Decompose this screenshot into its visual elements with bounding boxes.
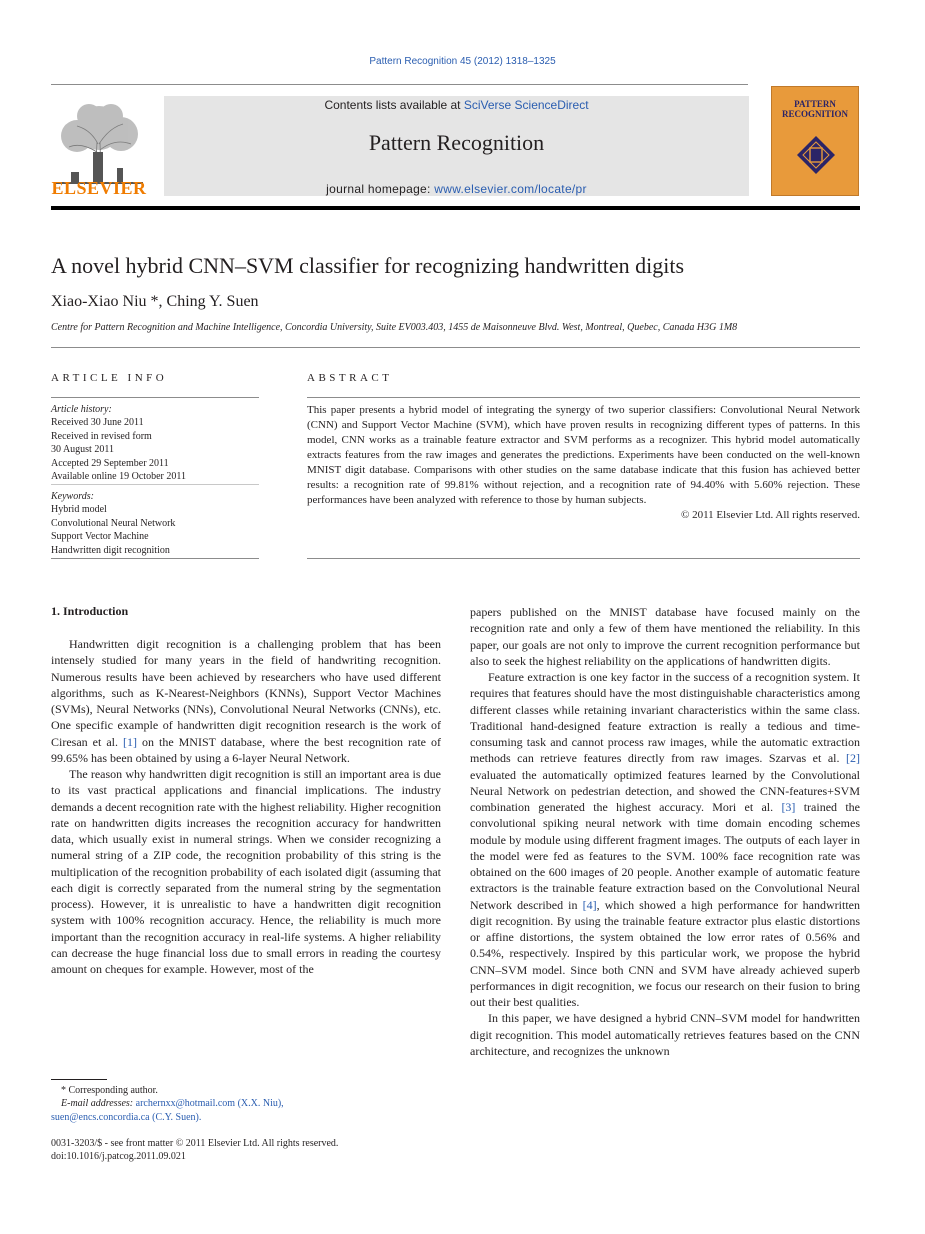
header-heavy-rule [51, 206, 860, 210]
keywords [51, 490, 261, 557]
intro-text: trained the convolutional spiking neural network with time domain encoding schemes module by module using different fragment images. The outputs of each layer in the model were fed as features to the SVM. 100% face recognition rate was obtained on the 600 images of 20 people. Another example of automatic feature extractors is the trainable feature extraction based on the Convolutional Neural Network described in [470, 800, 860, 912]
intro-text: evaluated the automatically optimized features learned by the Convolutional Neural Network on pedestrian detection, and showed the CNN-features+SVM combination generated the highest accuracy. Mori et al. [470, 767, 860, 814]
journal-citation[interactable]: Pattern Recognition 45 (2012) 1318–1325 [369, 56, 556, 67]
right-column [470, 604, 860, 1059]
intro-paragraph: In this paper, we have designed a hybrid CNN–SVM model for handwritten digit recognition. This model automatically retrieves features based on the CNN architecture, and recognizes the unknown [470, 1011, 860, 1058]
cover-diamond-emblem [796, 135, 836, 175]
email-link-suen[interactable]: suen@encs.concordia.ca (C.Y. Suen). [51, 1111, 202, 1123]
reference-link[interactable]: [2] [846, 751, 860, 766]
intro-text: , which showed a high performance for handwritten digit recognition. By using the trainable feature extractor plus elastic distortions or affine distortions, the system obtained the low error rates of 0.56% and 0.54%, respectively. Inspired by this particular work, we propose the hybrid CNN–SVM model. Since both CNN and SVM have already achieved superb performances in digit recognition, we focus our research on their fusion to bring out their best qualities. [470, 897, 860, 1009]
front-matter-line: 0031-3203/$ - see front matter © 2011 Elsevier Ltd. All rights reserved. [51, 1138, 339, 1149]
history-heading: Article history: [51, 404, 112, 415]
intro-paragraph: papers published on the MNIST database have focused mainly on the recognition rate and only a few of them have mentioned the reliability. In this paper, our goals are not only to improve the current recognition performance but also to seek the highest reliability on the applications of handwritten digits. [470, 605, 860, 668]
email-line [51, 1097, 284, 1110]
abstract-body [307, 403, 860, 523]
homepage-line [164, 182, 749, 196]
keywords-heading: Keywords: [51, 491, 94, 502]
sciencedirect-link[interactable]: SciVerse ScienceDirect [463, 98, 589, 112]
email-label: E-mail addresses: [61, 1098, 136, 1110]
front-matter [51, 1137, 338, 1164]
history-item: Accepted 29 September 2011 [51, 457, 169, 469]
keyword-item: Handwritten digit recognition [51, 544, 170, 556]
abstract-bottom-rule [307, 558, 860, 559]
history-item: 30 August 2011 [51, 444, 114, 456]
journal-title: Pattern Recognition [368, 130, 545, 155]
history-item: Available online 19 October 2011 [51, 471, 186, 483]
abstract-rule [307, 397, 860, 398]
intro-text: Feature extraction is one key factor in the success of a recognition system. It requires that features should have the most distinguishable characteristics among different classes while retaining invariant characteristics within the same class. Traditional hand-designed feature extraction is really a tedious and time-consuming task and cannot process raw images, while the automatic extraction methods can retrieve features directly from raw images. Szarvas et al. [470, 670, 860, 766]
journal-cover-thumbnail [771, 86, 859, 196]
article-history [51, 403, 261, 483]
footnote-rule [51, 1079, 107, 1080]
article-info-heading: ARTICLE INFO [51, 372, 168, 384]
intro-paragraph [51, 636, 441, 766]
article-info-rule [51, 397, 259, 398]
keywords-rule [51, 484, 259, 485]
reference-link[interactable]: [1] [122, 734, 137, 749]
footnote-block [51, 1084, 284, 1124]
journal-banner [164, 96, 749, 196]
contents-line [164, 98, 749, 112]
abstract-text: This paper presents a hybrid model of integrating the synergy of two superior classifiers: Convolutional Neural Network (CNN) and Support Vector Machine (SVM), which have proven results in recognizing different types of patterns. In this model, CNN works as a trainable feature extractor and SVM performs as a recognizer. This hybrid model automatically extracts features from the raw images and generates the predictions. Experiments have been conducted on the well-known MNIST digit database. Comparisons with other studies on the same database indicate that this fusion has achieved better results: a recognition rate of 99.81% without rejection, and a recognition rate of 94.40% with 5.60% rejection. These performances have been analyzed with reference to those by human subjects. [307, 404, 860, 507]
section-heading-introduction: 1. Introduction [51, 604, 129, 618]
intro-paragraph: The reason why handwritten digit recognition is still an important area is due to its vast practical applications and financial implications. The industry demands a decent recognition rate with the highest reliability. Higher recognition rate on handwritten digits increases the recognition accuracy for handwritten data, which usually exist in numeral strings. When we consider recognizing a numeral string of a ZIP code, the recognition probability of this string is the multiplication of the recognition probability of each isolated digit (assuming that each digit is correctly separated from the numeral string by the segmentation process). However, it is unrealistic to have a handwritten digit recognition system with 100% recognition accuracy. Hence, the reliability is much more important than the recognition accuracy in real-life systems. A higher reliability can decrease the huge financial loss due to small errors in reading the courtesy amount on cheques for example. However, most of the [51, 767, 441, 976]
history-item: Received 30 June 2011 [51, 417, 144, 429]
abstract-copyright: © 2011 Elsevier Ltd. All rights reserved. [680, 509, 860, 522]
corresponding-author-note: * Corresponding author. [61, 1085, 158, 1096]
homepage-prefix: journal homepage: [326, 182, 435, 196]
doi-line[interactable]: doi:10.1016/j.patcog.2011.09.021 [51, 1151, 186, 1163]
contents-prefix: Contents lists available at [324, 98, 464, 112]
affiliation-rule [51, 347, 860, 348]
abstract-heading: ABSTRACT [307, 372, 393, 384]
intro-text: Handwritten digit recognition is a challenging problem that has been intensely studied for many years in the field of handwriting recognition. Numerous results have been achieved by researchers who have used different algorithms, such as K-Nearest-Neighbors (KNNs), Support Vector Machines (SVMs), Neural Networks (NNs), Convolutional Neural Networks (CNNs), etc. One specific example of handwritten digit recognition research is the work of Ciresan et al. [51, 637, 441, 749]
homepage-link[interactable]: www.elsevier.com/locate/pr [434, 182, 587, 196]
keyword-item: Hybrid model [51, 504, 107, 516]
keyword-item: Convolutional Neural Network [51, 517, 176, 529]
intro-paragraph [470, 669, 860, 1010]
keyword-item: Support Vector Machine [51, 531, 149, 543]
author-affiliation: Centre for Pattern Recognition and Machine Intelligence, Concordia University, Suite EV003.403, 1455 de Maisonneuve Blvd. West, Montreal, Quebec, Canada H3G 1M8 [51, 322, 738, 333]
article-authors: Xiao-Xiao Niu *, Ching Y. Suen [51, 293, 259, 310]
article-title: A novel hybrid CNN–SVM classifier for recognizing handwritten digits [51, 253, 685, 278]
intro-text: on the MNIST database, where the best recognition rate of 99.65% has been obtained by using a 6-layer Neural Network. [51, 734, 441, 765]
left-column [51, 636, 441, 977]
header-rule [51, 84, 748, 85]
publisher-name: ELSEVIER [51, 178, 147, 198]
reference-link[interactable]: [4] [582, 897, 597, 912]
email-link-niu[interactable]: archernxx@hotmail.com (X.X. Niu), [135, 1098, 284, 1110]
reference-link[interactable]: [3] [781, 800, 796, 814]
history-item: Received in revised form [51, 430, 152, 442]
article-info-bottom-rule [51, 558, 259, 559]
cover-title: PATTERN RECOGNITION [781, 99, 848, 119]
